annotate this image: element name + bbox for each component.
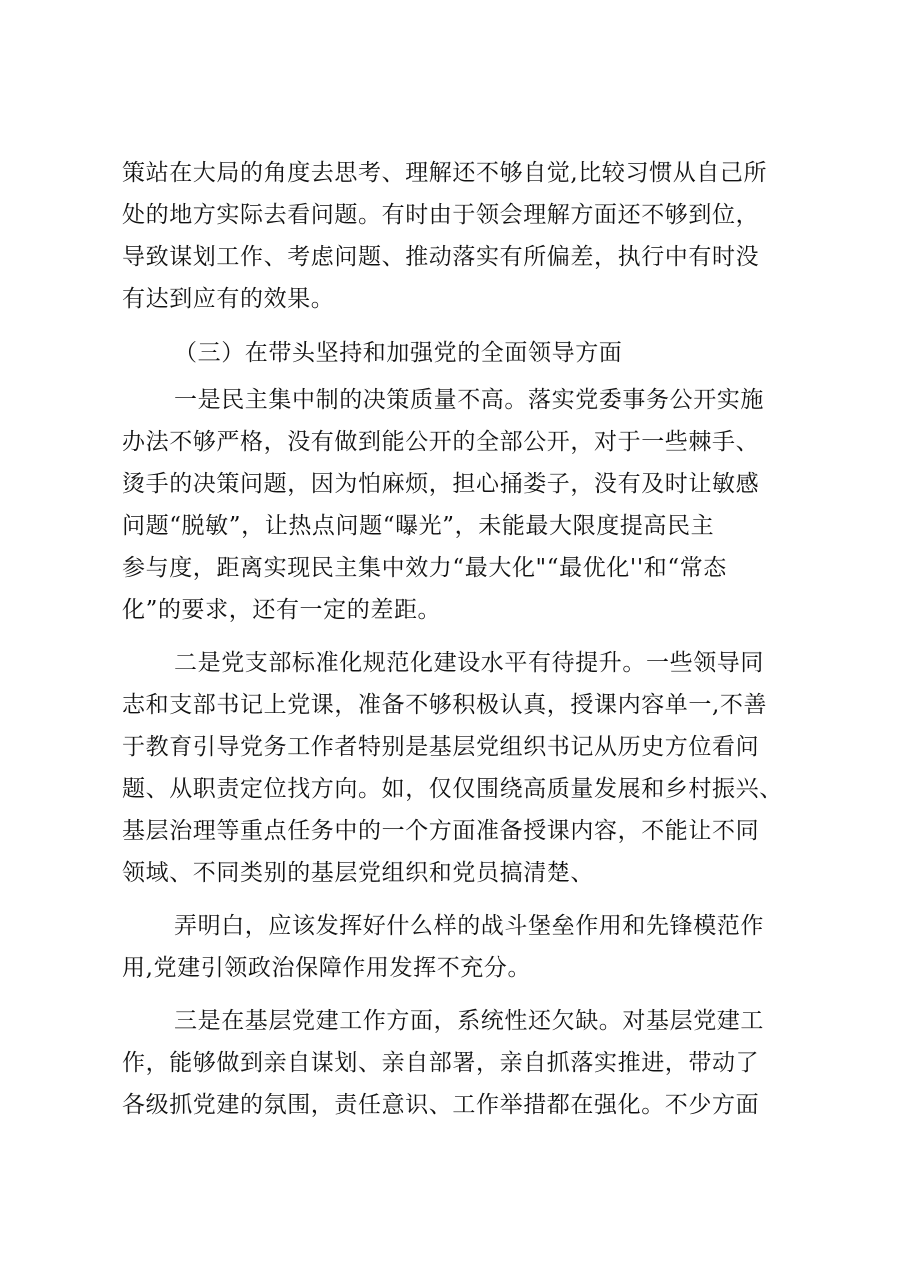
paragraph-start: 二是党支部标准化规范化建设水平有待提升。一些领导同 [174, 650, 764, 676]
text-line: 化”的要求，还有一定的差距。 [122, 597, 442, 623]
text-line: 问题“脱敏”，让热点问题“曝光”，未能最大限度提高民主 [122, 513, 715, 539]
text-line: 烫手的决策问题，因为怕麻烦，担心捅娄子，没有及时让敏感 [122, 471, 760, 497]
paragraph-start: 一是民主集中制的决策质量不高。落实党委事务公开实施 [174, 387, 764, 413]
paragraph-start: 弄明白，应该发挥好什么样的战斗堡垒作用和先锋模范作 [174, 913, 764, 939]
text-line: 办法不够严格，没有做到能公开的全部公开，对于一些棘手、 [122, 429, 760, 455]
text-line: 基层治理等重点任务中的一个方面准备授课内容，不能让不同 [122, 818, 760, 844]
text-line: 题、从职责定位找方向。如，仅仅围绕高质量发展和乡村振兴、 [122, 776, 783, 802]
text-line: 于教育引导党务工作者特别是基层党组织书记从历史方位看问 [122, 734, 760, 760]
section-heading: （三）在带头坚持和加强党的全面领导方面 [174, 340, 623, 366]
text-line: 领域、不同类别的基层党组织和党员搞清楚、 [122, 860, 594, 886]
text-line: 导致谋划工作、考虑问题、推动落实有所偏差，执行中有时没 [122, 244, 760, 270]
text-line: 志和支部书记上党课，准备不够积极认真，授课内容单一,不善 [122, 692, 768, 718]
text-line: 作，能够做到亲自谋划、亲自部署，亲自抓落实推进，带动了 [122, 1050, 760, 1076]
text-line: 用,党建引领政治保障作用发挥不充分。 [122, 955, 532, 981]
text-line: 各级抓党建的氛围，责任意识、工作举措都在强化。不少方面 [122, 1092, 760, 1118]
paragraph-start: 三是在基层党建工作方面，系统性还欠缺。对基层党建工 [174, 1008, 764, 1034]
text-line: 有达到应有的效果。 [122, 286, 335, 312]
text-line: 参与度，距离实现民主集中效力“最大化"“最优化''和“常态 [122, 555, 727, 581]
text-line: 处的地方实际去看问题。有时由于领会理解方面还不够到位， [122, 202, 760, 228]
text-line: 策站在大局的角度去思考、理解还不够自觉,比较习惯从自己所 [122, 160, 768, 186]
